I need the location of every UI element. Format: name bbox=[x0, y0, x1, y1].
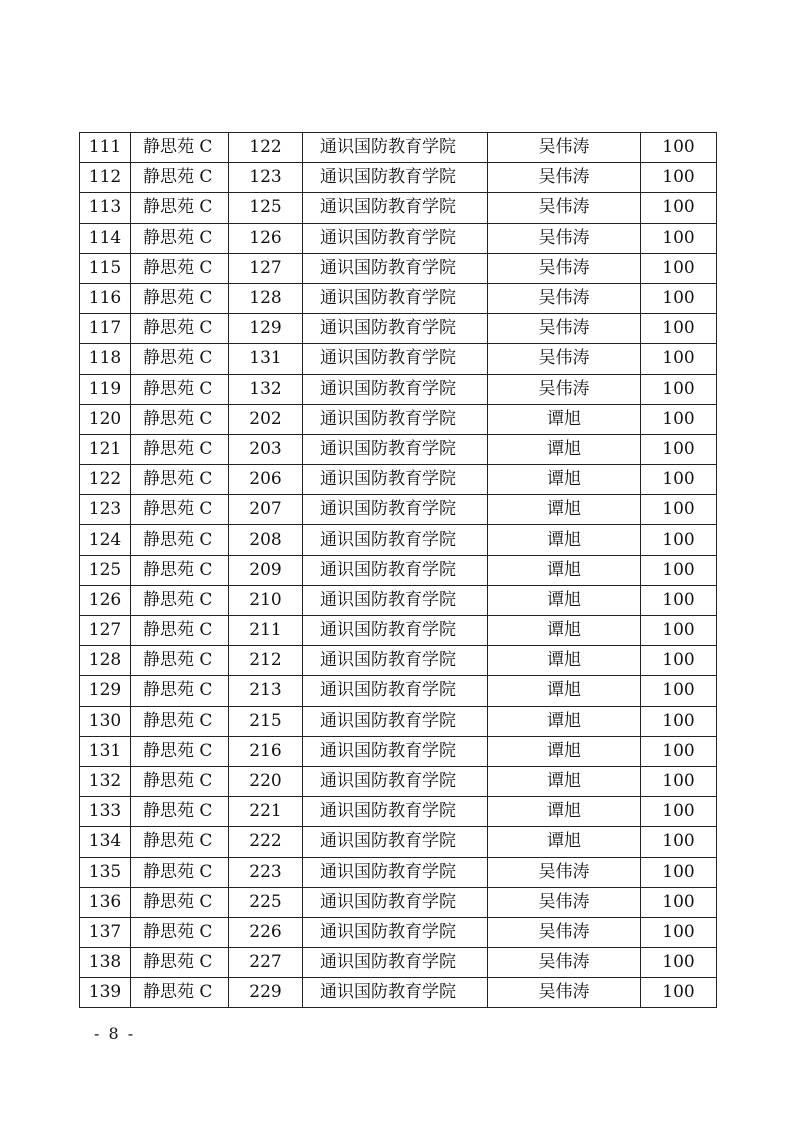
row-number-cell: 122 bbox=[80, 465, 131, 495]
responsible-person-cell: 谭旭 bbox=[488, 585, 641, 615]
room-number-cell: 213 bbox=[229, 676, 303, 706]
college-cell: 通识国防教育学院 bbox=[303, 736, 488, 766]
room-number-cell: 202 bbox=[229, 404, 303, 434]
room-number-cell: 226 bbox=[229, 917, 303, 947]
table-row bbox=[80, 465, 717, 495]
count-cell: 100 bbox=[641, 585, 717, 615]
row-number-cell: 117 bbox=[80, 314, 131, 344]
row-number-cell: 113 bbox=[80, 193, 131, 223]
table-row bbox=[80, 736, 717, 766]
building-cell: 静思苑 C bbox=[131, 948, 229, 978]
building-cell: 静思苑 C bbox=[131, 736, 229, 766]
responsible-person-cell: 谭旭 bbox=[488, 404, 641, 434]
responsible-person-cell: 谭旭 bbox=[488, 827, 641, 857]
row-number-cell: 125 bbox=[80, 555, 131, 585]
count-cell: 100 bbox=[641, 525, 717, 555]
count-cell: 100 bbox=[641, 646, 717, 676]
building-cell: 静思苑 C bbox=[131, 978, 229, 1008]
college-cell: 通识国防教育学院 bbox=[303, 283, 488, 313]
responsible-person-cell: 谭旭 bbox=[488, 706, 641, 736]
room-number-cell: 210 bbox=[229, 585, 303, 615]
row-number-cell: 129 bbox=[80, 676, 131, 706]
table-row bbox=[80, 374, 717, 404]
count-cell: 100 bbox=[641, 163, 717, 193]
responsible-person-cell: 谭旭 bbox=[488, 616, 641, 646]
room-number-cell: 125 bbox=[229, 193, 303, 223]
building-cell: 静思苑 C bbox=[131, 193, 229, 223]
responsible-person-cell: 吴伟涛 bbox=[488, 887, 641, 917]
building-cell: 静思苑 C bbox=[131, 495, 229, 525]
responsible-person-cell: 吴伟涛 bbox=[488, 133, 641, 163]
table-row bbox=[80, 193, 717, 223]
room-number-cell: 216 bbox=[229, 736, 303, 766]
row-number-cell: 136 bbox=[80, 887, 131, 917]
row-number-cell: 111 bbox=[80, 133, 131, 163]
row-number-cell: 126 bbox=[80, 585, 131, 615]
responsible-person-cell: 谭旭 bbox=[488, 434, 641, 464]
count-cell: 100 bbox=[641, 133, 717, 163]
college-cell: 通识国防教育学院 bbox=[303, 585, 488, 615]
responsible-person-cell: 吴伟涛 bbox=[488, 314, 641, 344]
building-cell: 静思苑 C bbox=[131, 465, 229, 495]
count-cell: 100 bbox=[641, 706, 717, 736]
building-cell: 静思苑 C bbox=[131, 404, 229, 434]
table-row bbox=[80, 616, 717, 646]
college-cell: 通识国防教育学院 bbox=[303, 374, 488, 404]
college-cell: 通识国防教育学院 bbox=[303, 948, 488, 978]
row-number-cell: 123 bbox=[80, 495, 131, 525]
building-cell: 静思苑 C bbox=[131, 253, 229, 283]
college-cell: 通识国防教育学院 bbox=[303, 404, 488, 434]
room-number-cell: 212 bbox=[229, 646, 303, 676]
count-cell: 100 bbox=[641, 314, 717, 344]
room-number-cell: 128 bbox=[229, 283, 303, 313]
count-cell: 100 bbox=[641, 797, 717, 827]
college-cell: 通识国防教育学院 bbox=[303, 766, 488, 796]
building-cell: 静思苑 C bbox=[131, 676, 229, 706]
table-row bbox=[80, 344, 717, 374]
responsible-person-cell: 谭旭 bbox=[488, 495, 641, 525]
college-cell: 通识国防教育学院 bbox=[303, 797, 488, 827]
row-number-cell: 119 bbox=[80, 374, 131, 404]
responsible-person-cell: 谭旭 bbox=[488, 525, 641, 555]
count-cell: 100 bbox=[641, 555, 717, 585]
responsible-person-cell: 谭旭 bbox=[488, 797, 641, 827]
count-cell: 100 bbox=[641, 948, 717, 978]
responsible-person-cell: 谭旭 bbox=[488, 465, 641, 495]
responsible-person-cell: 吴伟涛 bbox=[488, 948, 641, 978]
row-number-cell: 116 bbox=[80, 283, 131, 313]
college-cell: 通识国防教育学院 bbox=[303, 827, 488, 857]
college-cell: 通识国防教育学院 bbox=[303, 706, 488, 736]
building-cell: 静思苑 C bbox=[131, 374, 229, 404]
college-cell: 通识国防教育学院 bbox=[303, 344, 488, 374]
building-cell: 静思苑 C bbox=[131, 314, 229, 344]
responsible-person-cell: 谭旭 bbox=[488, 736, 641, 766]
room-number-cell: 221 bbox=[229, 797, 303, 827]
college-cell: 通识国防教育学院 bbox=[303, 857, 488, 887]
building-cell: 静思苑 C bbox=[131, 344, 229, 374]
count-cell: 100 bbox=[641, 616, 717, 646]
responsible-person-cell: 谭旭 bbox=[488, 766, 641, 796]
building-cell: 静思苑 C bbox=[131, 525, 229, 555]
table-row bbox=[80, 283, 717, 313]
room-number-cell: 132 bbox=[229, 374, 303, 404]
college-cell: 通识国防教育学院 bbox=[303, 917, 488, 947]
college-cell: 通识国防教育学院 bbox=[303, 253, 488, 283]
room-number-cell: 215 bbox=[229, 706, 303, 736]
row-number-cell: 130 bbox=[80, 706, 131, 736]
row-number-cell: 115 bbox=[80, 253, 131, 283]
responsible-person-cell: 吴伟涛 bbox=[488, 283, 641, 313]
room-number-cell: 208 bbox=[229, 525, 303, 555]
table-row bbox=[80, 766, 717, 796]
count-cell: 100 bbox=[641, 827, 717, 857]
count-cell: 100 bbox=[641, 283, 717, 313]
responsible-person-cell: 谭旭 bbox=[488, 555, 641, 585]
college-cell: 通识国防教育学院 bbox=[303, 616, 488, 646]
building-cell: 静思苑 C bbox=[131, 133, 229, 163]
college-cell: 通识国防教育学院 bbox=[303, 676, 488, 706]
college-cell: 通识国防教育学院 bbox=[303, 223, 488, 253]
building-cell: 静思苑 C bbox=[131, 585, 229, 615]
table-row bbox=[80, 163, 717, 193]
table-row bbox=[80, 585, 717, 615]
college-cell: 通识国防教育学院 bbox=[303, 163, 488, 193]
room-number-cell: 225 bbox=[229, 887, 303, 917]
row-number-cell: 133 bbox=[80, 797, 131, 827]
count-cell: 100 bbox=[641, 887, 717, 917]
building-cell: 静思苑 C bbox=[131, 163, 229, 193]
room-number-cell: 211 bbox=[229, 616, 303, 646]
table-row bbox=[80, 223, 717, 253]
college-cell: 通识国防教育学院 bbox=[303, 495, 488, 525]
count-cell: 100 bbox=[641, 434, 717, 464]
responsible-person-cell: 吴伟涛 bbox=[488, 344, 641, 374]
room-number-cell: 203 bbox=[229, 434, 303, 464]
table-row bbox=[80, 404, 717, 434]
table-row bbox=[80, 917, 717, 947]
table-row bbox=[80, 676, 717, 706]
college-cell: 通识国防教育学院 bbox=[303, 555, 488, 585]
count-cell: 100 bbox=[641, 857, 717, 887]
row-number-cell: 127 bbox=[80, 616, 131, 646]
room-number-cell: 122 bbox=[229, 133, 303, 163]
building-cell: 静思苑 C bbox=[131, 223, 229, 253]
count-cell: 100 bbox=[641, 736, 717, 766]
count-cell: 100 bbox=[641, 344, 717, 374]
row-number-cell: 124 bbox=[80, 525, 131, 555]
count-cell: 100 bbox=[641, 978, 717, 1008]
table-row bbox=[80, 948, 717, 978]
room-number-cell: 209 bbox=[229, 555, 303, 585]
row-number-cell: 135 bbox=[80, 857, 131, 887]
row-number-cell: 120 bbox=[80, 404, 131, 434]
room-assignment-table bbox=[79, 132, 717, 1008]
count-cell: 100 bbox=[641, 766, 717, 796]
room-number-cell: 131 bbox=[229, 344, 303, 374]
table-row bbox=[80, 495, 717, 525]
table-row bbox=[80, 133, 717, 163]
table-body bbox=[80, 133, 717, 1008]
college-cell: 通识国防教育学院 bbox=[303, 525, 488, 555]
college-cell: 通识国防教育学院 bbox=[303, 193, 488, 223]
responsible-person-cell: 谭旭 bbox=[488, 676, 641, 706]
count-cell: 100 bbox=[641, 495, 717, 525]
count-cell: 100 bbox=[641, 465, 717, 495]
building-cell: 静思苑 C bbox=[131, 706, 229, 736]
table-row bbox=[80, 978, 717, 1008]
count-cell: 100 bbox=[641, 223, 717, 253]
row-number-cell: 121 bbox=[80, 434, 131, 464]
row-number-cell: 132 bbox=[80, 766, 131, 796]
row-number-cell: 128 bbox=[80, 646, 131, 676]
page-number: - 8 - bbox=[94, 1024, 136, 1043]
table-row bbox=[80, 887, 717, 917]
college-cell: 通识国防教育学院 bbox=[303, 314, 488, 344]
room-number-cell: 123 bbox=[229, 163, 303, 193]
responsible-person-cell: 吴伟涛 bbox=[488, 193, 641, 223]
building-cell: 静思苑 C bbox=[131, 917, 229, 947]
table-row bbox=[80, 827, 717, 857]
row-number-cell: 134 bbox=[80, 827, 131, 857]
responsible-person-cell: 吴伟涛 bbox=[488, 917, 641, 947]
room-number-cell: 223 bbox=[229, 857, 303, 887]
count-cell: 100 bbox=[641, 193, 717, 223]
responsible-person-cell: 吴伟涛 bbox=[488, 374, 641, 404]
room-number-cell: 227 bbox=[229, 948, 303, 978]
table-row bbox=[80, 525, 717, 555]
responsible-person-cell: 吴伟涛 bbox=[488, 223, 641, 253]
college-cell: 通识国防教育学院 bbox=[303, 978, 488, 1008]
building-cell: 静思苑 C bbox=[131, 283, 229, 313]
table-row bbox=[80, 434, 717, 464]
college-cell: 通识国防教育学院 bbox=[303, 887, 488, 917]
table-row bbox=[80, 646, 717, 676]
count-cell: 100 bbox=[641, 253, 717, 283]
building-cell: 静思苑 C bbox=[131, 616, 229, 646]
row-number-cell: 137 bbox=[80, 917, 131, 947]
count-cell: 100 bbox=[641, 676, 717, 706]
college-cell: 通识国防教育学院 bbox=[303, 434, 488, 464]
building-cell: 静思苑 C bbox=[131, 797, 229, 827]
room-number-cell: 126 bbox=[229, 223, 303, 253]
responsible-person-cell: 谭旭 bbox=[488, 646, 641, 676]
room-number-cell: 220 bbox=[229, 766, 303, 796]
table-row bbox=[80, 314, 717, 344]
responsible-person-cell: 吴伟涛 bbox=[488, 163, 641, 193]
room-number-cell: 222 bbox=[229, 827, 303, 857]
count-cell: 100 bbox=[641, 917, 717, 947]
table-row bbox=[80, 706, 717, 736]
row-number-cell: 118 bbox=[80, 344, 131, 374]
count-cell: 100 bbox=[641, 404, 717, 434]
college-cell: 通识国防教育学院 bbox=[303, 133, 488, 163]
building-cell: 静思苑 C bbox=[131, 857, 229, 887]
building-cell: 静思苑 C bbox=[131, 827, 229, 857]
room-number-cell: 127 bbox=[229, 253, 303, 283]
table-row bbox=[80, 857, 717, 887]
room-number-cell: 129 bbox=[229, 314, 303, 344]
building-cell: 静思苑 C bbox=[131, 646, 229, 676]
table-row bbox=[80, 555, 717, 585]
building-cell: 静思苑 C bbox=[131, 887, 229, 917]
room-assignment-table-container bbox=[79, 132, 716, 1008]
count-cell: 100 bbox=[641, 374, 717, 404]
row-number-cell: 131 bbox=[80, 736, 131, 766]
table-row bbox=[80, 797, 717, 827]
building-cell: 静思苑 C bbox=[131, 766, 229, 796]
room-number-cell: 206 bbox=[229, 465, 303, 495]
row-number-cell: 138 bbox=[80, 948, 131, 978]
responsible-person-cell: 吴伟涛 bbox=[488, 253, 641, 283]
responsible-person-cell: 吴伟涛 bbox=[488, 978, 641, 1008]
row-number-cell: 139 bbox=[80, 978, 131, 1008]
college-cell: 通识国防教育学院 bbox=[303, 646, 488, 676]
building-cell: 静思苑 C bbox=[131, 555, 229, 585]
room-number-cell: 207 bbox=[229, 495, 303, 525]
responsible-person-cell: 吴伟涛 bbox=[488, 857, 641, 887]
college-cell: 通识国防教育学院 bbox=[303, 465, 488, 495]
row-number-cell: 114 bbox=[80, 223, 131, 253]
table-row bbox=[80, 253, 717, 283]
row-number-cell: 112 bbox=[80, 163, 131, 193]
building-cell: 静思苑 C bbox=[131, 434, 229, 464]
room-number-cell: 229 bbox=[229, 978, 303, 1008]
